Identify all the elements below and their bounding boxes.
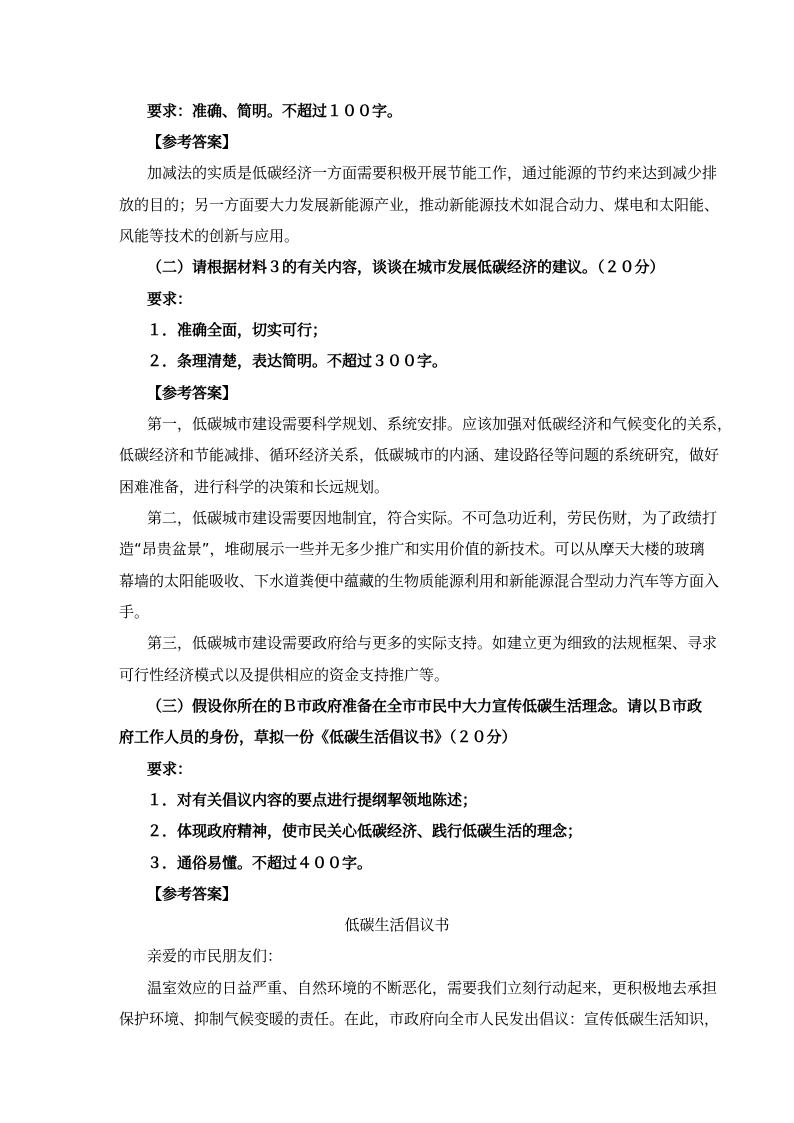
question-3-line-1: （三）假设你所在的Ｂ市政府准备在全市市民中大力宣传低碳生活理念。请以Ｂ市政 bbox=[147, 697, 703, 715]
answer-2-line-4: 第二，低碳城市建设需要因地制宜，符合实际。不可急功近利，劳民伤财，为了政绩打 bbox=[147, 509, 718, 527]
answer-2-line-6: 幕墙的太阳能吸收、下水道粪便中蕴藏的生物质能源利用和新能源混合型动力汽车等方面入 bbox=[119, 572, 720, 590]
answer-heading-3: 【参考答案】 bbox=[147, 885, 238, 903]
answer-2-line-2: 低碳经济和节能减排、循环经济关系，低碳城市的内涵、建设路径等问题的系统研究，做好 bbox=[119, 446, 720, 464]
answer-1-line-2: 放的目的；另一方面要大力发展新能源产业，推动新能源技术如混合动力、煤电和太阳能、 bbox=[119, 196, 720, 214]
requirements-heading-3: 要求： bbox=[147, 760, 193, 778]
answer-1-line-3: 风能等技术的创新与应用。 bbox=[119, 227, 300, 245]
requirement-3-2: ２．体现政府精神，使市民关心低碳经济、践行低碳生活的理念； bbox=[147, 822, 583, 840]
answer-2-line-5: 造“昂贵盆景”，堆砌展示一些并无多少推广和实用价值的新技术。可以从摩天大楼的玻璃 bbox=[119, 540, 705, 558]
answer-heading-2: 【参考答案】 bbox=[147, 384, 238, 402]
answer-2-line-3: 困难准备，进行科学的决策和长远规划。 bbox=[119, 478, 390, 496]
answer-2-line-1: 第一，低碳城市建设需要科学规划、系统安排。应该加强对低碳经济和气候变化的关系， bbox=[147, 415, 733, 433]
requirement-2-1: １．准确全面，切实可行； bbox=[147, 321, 328, 339]
letter-salutation: 亲爱的市民朋友们： bbox=[147, 947, 283, 965]
requirement-3-3: ３．通俗易懂。不超过４００字。 bbox=[147, 854, 373, 872]
answer-1-line-1: 加减法的实质是低碳经济一方面需要积极开展节能工作，通过能源的节约来达到减少排 bbox=[147, 164, 718, 182]
answer-heading-1: 【参考答案】 bbox=[147, 133, 238, 151]
requirement-1: 要求：准确、简明。不超过１００字。 bbox=[147, 102, 403, 120]
question-3-line-2: 府工作人员的身份，草拟一份《低碳生活倡议书》（２０分） bbox=[119, 728, 517, 746]
letter-line-2: 保护环境、抑制气候变暖的责任。在此，市政府向全市人民发出倡议：宣传低碳生活知识， bbox=[119, 1010, 720, 1028]
question-2: （二）请根据材料３的有关内容，谈谈在城市发展低碳经济的建议。（２０分） bbox=[147, 258, 665, 276]
letter-line-1: 温室效应的日益严重、自然环境的不断恶化，需要我们立刻行动起来，更积极地去承担 bbox=[147, 979, 718, 997]
answer-2-line-9: 可行性经济模式以及提供相应的资金支持推广等。 bbox=[119, 666, 450, 684]
answer-2-line-8: 第三，低碳城市建设需要政府给与更多的实际支持。如建立更为细致的法规框架、寻求 bbox=[147, 634, 718, 652]
requirement-2-2: ２．条理清楚，表达简明。不超过３００字。 bbox=[147, 352, 448, 370]
letter-title: 低碳生活倡议书 bbox=[344, 916, 450, 934]
requirement-3-1: １．对有关倡议内容的要点进行提纲挈领地陈述； bbox=[147, 791, 478, 809]
answer-2-line-7: 手。 bbox=[119, 603, 150, 621]
requirements-heading-2: 要求： bbox=[147, 290, 193, 308]
